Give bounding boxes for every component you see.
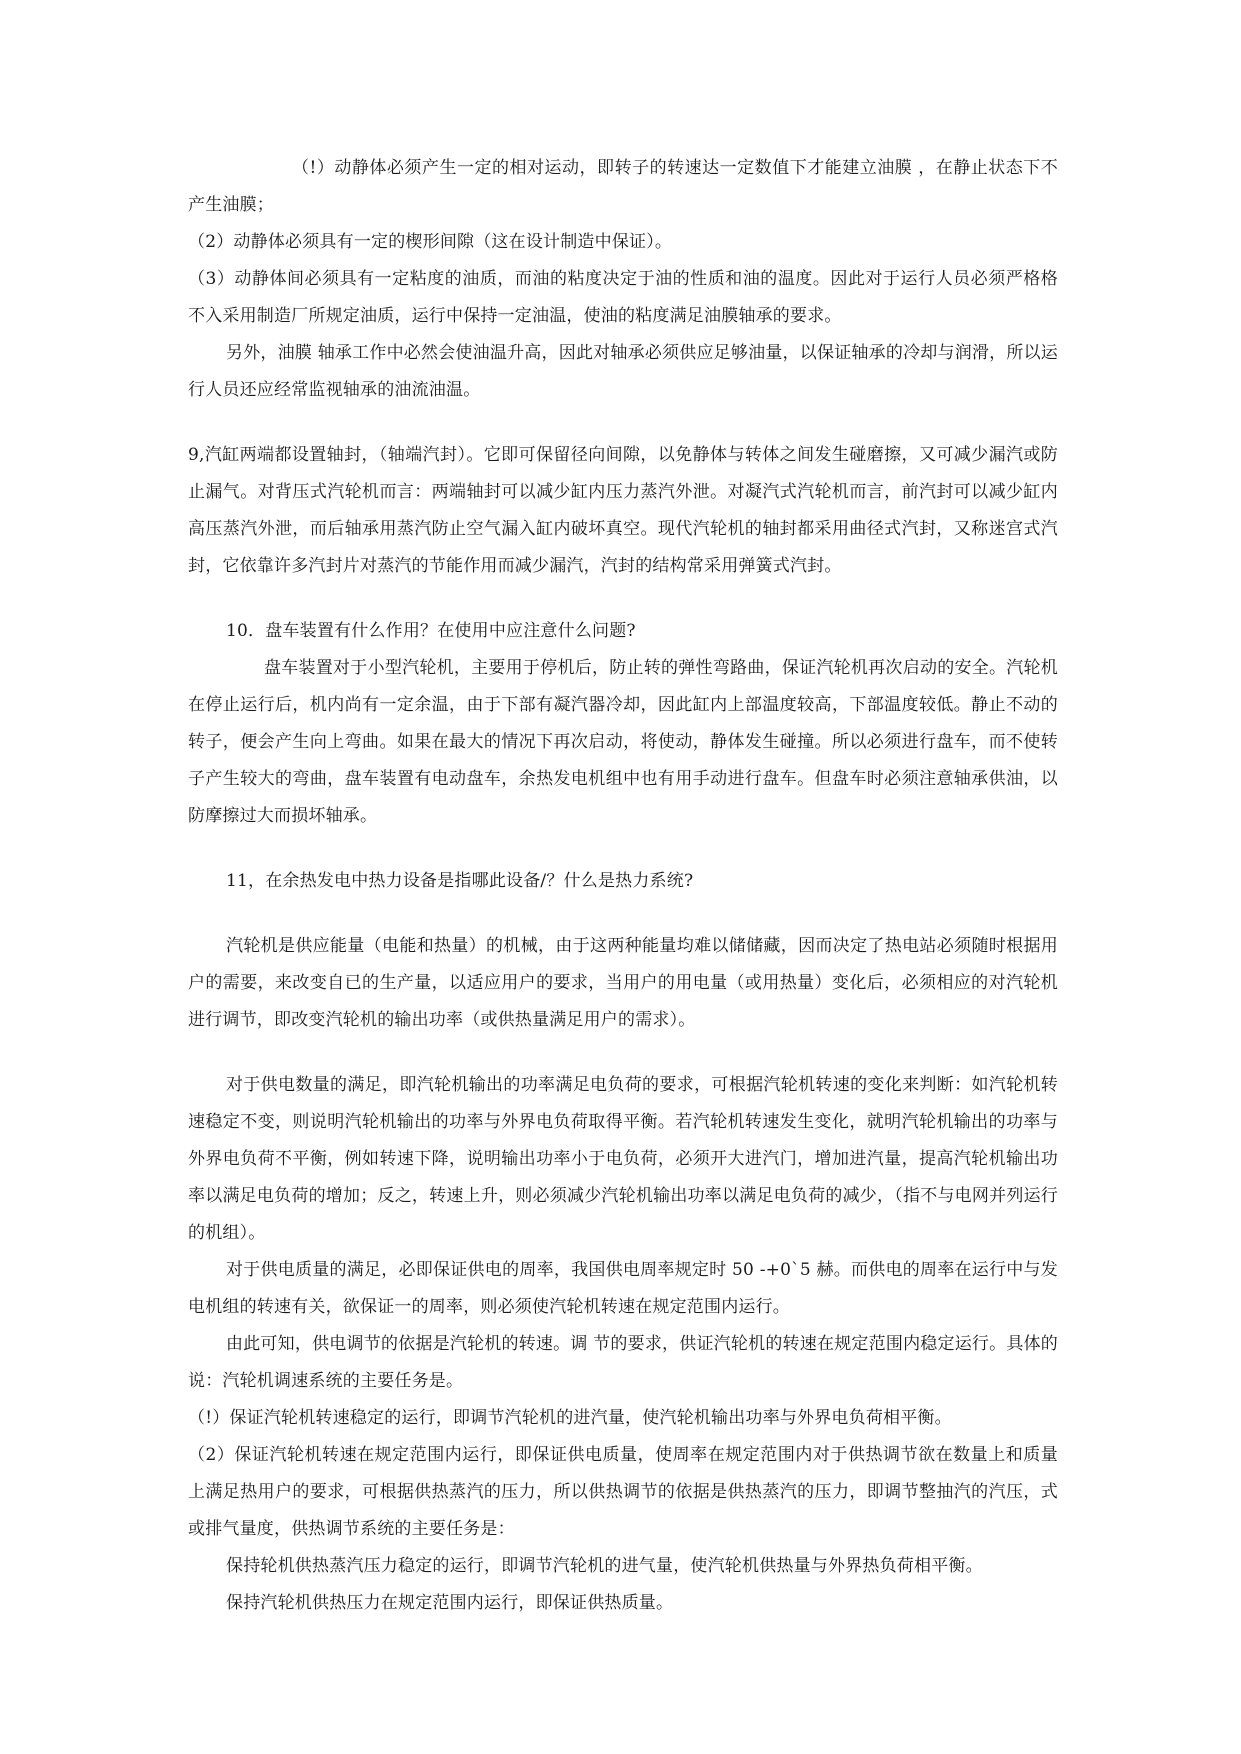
paragraph-turning-gear: 盘车装置对于小型汽轮机，主要用于停机后，防止转的弹性弯路曲，保证汽轮机再次启动的安全。汽轮机在停止运行后，机内尚有一定余温，由于下部有凝汽器冷却，因此缸内上部温度较高，下部温度较低。静止不动的转子，便会产生向上弯曲。如果在最大的情况下再次启动，将使动，静体发生碰撞。所以必须进行盘车，而不使转子产生较大的弯曲，盘车装置有电动盘车，余热发电机组中也有用手动进行盘车。但盘车时必须注意轴承供油，以防摩擦过大而损坏轴承。 bbox=[188, 658, 1058, 826]
paragraph-heat-task-2: 保持汽轮机供热压力在规定范围内运行，即保证供热质量。 bbox=[226, 1593, 674, 1613]
paragraph-oil-film-condition-3: （3）动静体间必须具有一定粘度的油质，而油的粘度决定于油的性质和油的温度。因此对于运行人员必须严格格不入采用制造厂所规定油质，运行中保持一定油温，使油的粘度满足油膜轴承的要求。 bbox=[188, 269, 1058, 326]
paragraph-heat-task-1: 保持轮机供热蒸汽压力稳定的运行，即调节汽轮机的进气量，使汽轮机供热量与外界热负荷相平衡。 bbox=[226, 1556, 983, 1576]
paragraph-oil-temperature: 另外，油膜 轴承工作中必然会使油温升高，因此对轴承必须供应足够油量，以保证轴承的冷却与润滑，所以运行人员还应经常监视轴承的油流油温。 bbox=[188, 343, 1058, 400]
paragraph-oil-film-condition-2: （2）动静体必须具有一定的楔形间隙（这在设计制造中保证）。 bbox=[188, 232, 673, 252]
document-body bbox=[188, 150, 1058, 1622]
question-10-heading: 10．盘车装置有什么作用？在使用中应注意什么问题? bbox=[226, 621, 636, 641]
paragraph-turbine-output: 汽轮机是供应能量（电能和热量）的机械，由于这两种能量均难以储储藏，因而决定了热电站必须随时根据用户的需要，来改变自已的生产量，以适应用户的要求，当用户的用电量（或用热量）变化后，必须相应的对汽轮机进行调节，即改变汽轮机的输出功率（或供热量满足用户的需求）。 bbox=[188, 936, 1058, 1030]
paragraph-shaft-seal: 9,汽缸两端都设置轴封，（轴端汽封）。它即可保留径向间隙，以免静体与转体之间发生碰磨擦，又可减少漏汽或防止漏气。对背压式汽轮机而言：两端轴封可以减少缸内压力蒸汽外泄。对凝汽式汽轮机而言，前汽封可以减少缸内高压蒸汽外泄，而后轴承用蒸汽防止空气漏入缸内破坏真空。现代汽轮机的轴封都采用曲径式汽封，又称迷宫式汽封，它依靠许多汽封片对蒸汽的节能作用而减少漏汽，汽封的结构常采用弹簧式汽封。 bbox=[188, 445, 1058, 576]
paragraph-regulation-basis: 由此可知，供电调节的依据是汽轮机的转速。调 节的要求，供证汽轮机的转速在规定范围内稳定运行。具体的说：汽轮机调速系统的主要任务是。 bbox=[188, 1334, 1058, 1391]
paragraph-power-quality: 对于供电质量的满足，必即保证供电的周率，我国供电周率规定时 50 -+0`5 赫。而供电的周率在运行中与发电机组的转速有关，欲保证一的周率，则必须使汽轮机转速在规定范围内运行。 bbox=[188, 1260, 1058, 1317]
paragraph-power-quantity: 对于供电数量的满足，即汽轮机输出的功率满足电负荷的要求，可根据汽轮机转速的变化来判断：如汽轮机转速稳定不变，则说明汽轮机输出的功率与外界电负荷取得平衡。若汽轮机转速发生变化，就明汽轮机输出的功率与外界电负荷不平衡，例如转速下降，说明输出功率小于电负荷，必须开大进汽门，增加进汽量，提高汽轮机输出功率以满足电负荷的增加；反之，转速上升，则必须减少汽轮机输出功率以满足电负荷的减少，（指不与电网并列运行的机组）。 bbox=[188, 1075, 1058, 1243]
question-11-heading: 11，在余热发电中热力设备是指哪此设备/？什么是热力系统? bbox=[226, 871, 694, 891]
paragraph-oil-film-condition-1: （!）动静体必须产生一定的相对运动，即转子的转速达一定数值下才能建立油膜 ，在静止状态下不产生油膜； bbox=[188, 158, 1058, 215]
paragraph-speed-task-1: （!）保证汽轮机转速稳定的运行，即调节汽轮机的进汽量，使汽轮机输出功率与外界电负荷相平衡。 bbox=[188, 1408, 952, 1428]
paragraph-speed-task-2: （2）保证汽轮机转速在规定范围内运行，即保证供电质量，使周率在规定范围内对于供热调节欲在数量上和质量上满足热用户的要求，可根据供热蒸汽的压力，所以供热调节的依据是供热蒸汽的压力，即调节整抽汽的汽压，式或排气量度，供热调节系统的主要任务是： bbox=[188, 1445, 1058, 1539]
